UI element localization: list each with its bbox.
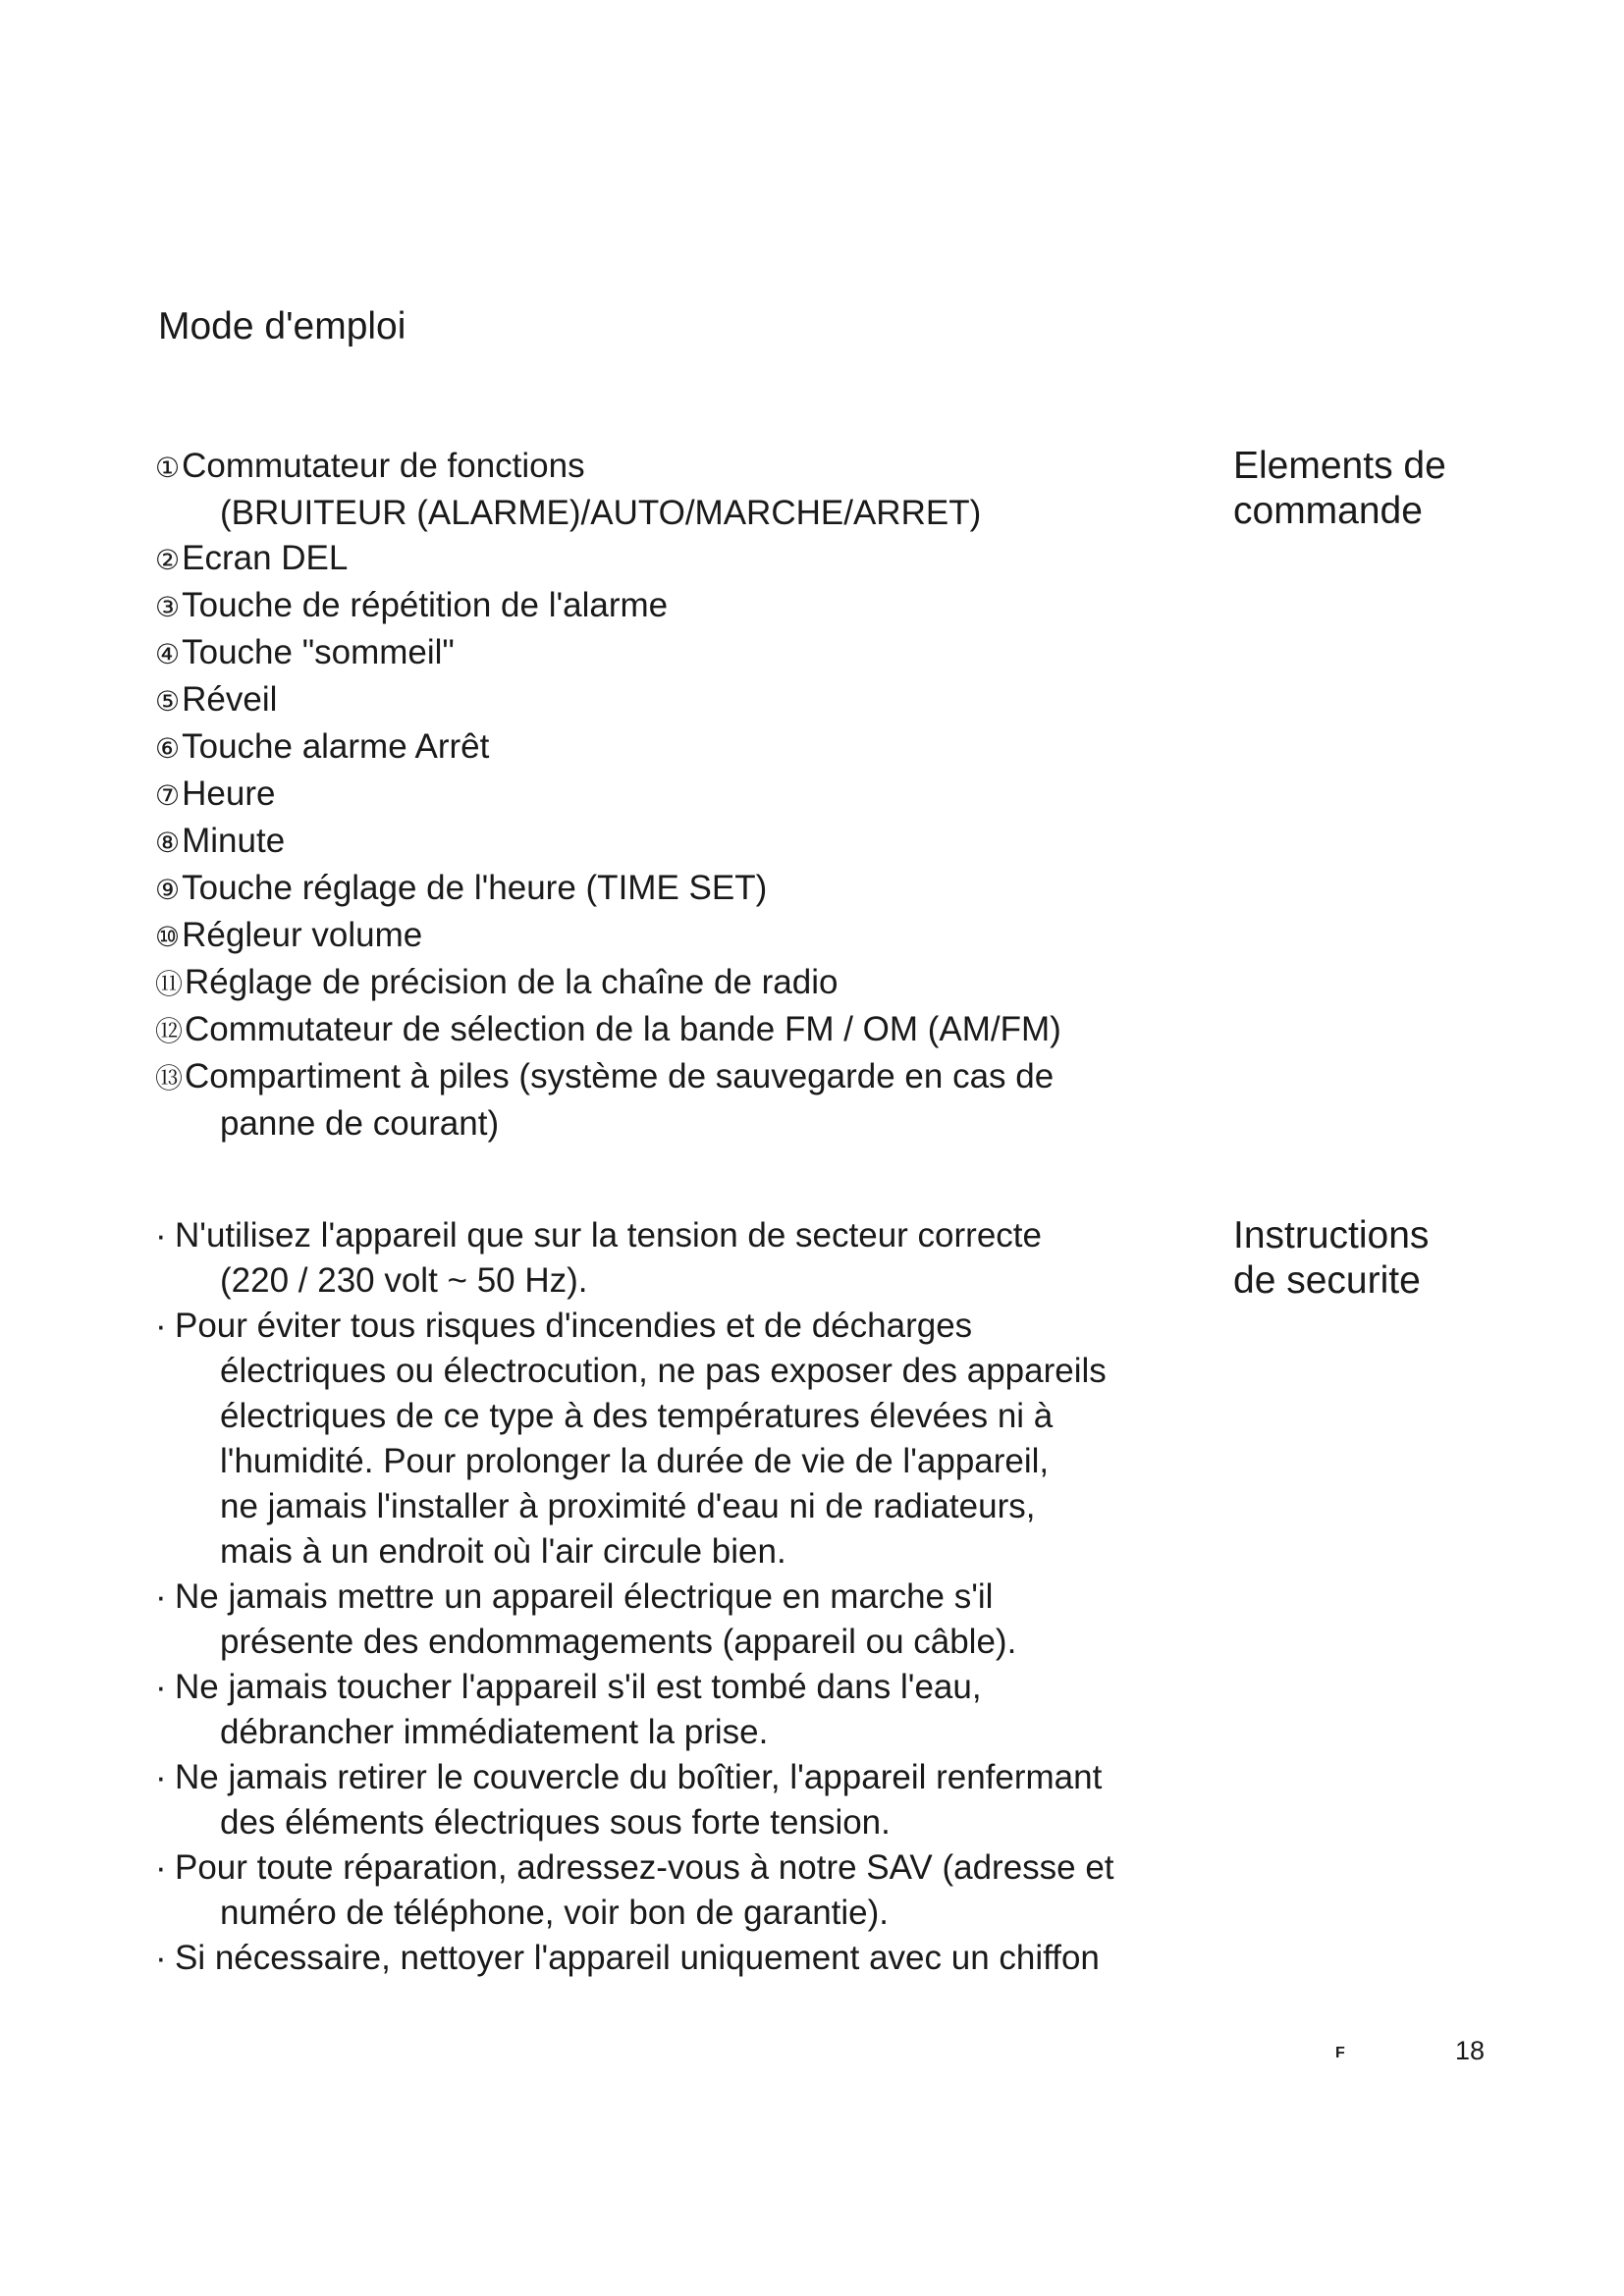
controls-item-text: Ecran DEL	[182, 539, 349, 577]
item-number-marker: ⑦	[155, 779, 181, 812]
item-number-marker: ①	[155, 452, 181, 484]
controls-item	[155, 724, 1157, 772]
safety-item-line	[155, 1258, 1157, 1304]
controls-item-line	[155, 536, 1157, 583]
safety-item-text: électriques ou électrocution, ne pas exposer des appareils	[220, 1352, 1107, 1390]
safety-item-text: Ne jamais mettre un appareil électrique en marche s'il	[175, 1577, 994, 1616]
safety-item-text: Si nécessaire, nettoyer l'appareil uniquement avec un chiffon	[175, 1939, 1100, 1977]
controls-item-text: Compartiment à piles (système de sauvegarde en cas de	[185, 1057, 1055, 1095]
controls-item-line	[155, 491, 1157, 536]
bullet-marker: ·	[155, 1668, 167, 1706]
item-number-marker: ④	[155, 638, 181, 670]
controls-item	[155, 583, 1157, 630]
safety-item-line	[155, 1800, 1157, 1845]
controls-item-line	[155, 1054, 1157, 1101]
controls-item-line	[155, 913, 1157, 960]
controls-item-line	[155, 630, 1157, 677]
page-number: 18	[1455, 2036, 1486, 2065]
controls-item-text: Touche de répétition de l'alarme	[182, 586, 669, 624]
safety-item-text: (220 / 230 volt ~ 50 Hz).	[220, 1261, 588, 1300]
controls-item-line	[155, 444, 1157, 491]
controls-item-text: Touche "sommeil"	[182, 633, 455, 671]
controls-item-line	[155, 819, 1157, 866]
controls-item-line	[155, 1101, 1157, 1147]
bullet-marker: ·	[155, 1577, 167, 1616]
safety-heading-line: de securite	[1233, 1259, 1421, 1302]
controls-item-text: Minute	[182, 822, 286, 860]
controls-list	[155, 444, 1157, 1147]
safety-item-line	[155, 1349, 1157, 1394]
controls-item-text: Réveil	[182, 680, 278, 719]
safety-item-text: ne jamais l'installer à proximité d'eau ni de radiateurs,	[220, 1487, 1036, 1525]
safety-item-text: l'humidité. Pour prolonger la durée de vie de l'appareil,	[220, 1442, 1050, 1480]
footer-language: F	[1335, 2045, 1345, 2061]
controls-item-line	[155, 583, 1157, 630]
controls-heading-line: commande	[1233, 490, 1423, 532]
controls-item	[155, 444, 1157, 536]
safety-heading	[1233, 1213, 1429, 1304]
safety-item-line	[155, 1891, 1157, 1936]
safety-item	[155, 1755, 1157, 1845]
controls-item-line	[155, 677, 1157, 724]
item-number-marker: ⑪	[155, 968, 184, 1000]
safety-item-text: électriques de ce type à des températures élevées ni à	[220, 1397, 1054, 1435]
item-number-marker: ⑧	[155, 827, 181, 859]
controls-item-text: Touche réglage de l'heure (TIME SET)	[182, 869, 768, 907]
safety-item	[155, 1213, 1157, 1304]
controls-heading	[1233, 444, 1446, 534]
safety-item	[155, 1665, 1157, 1755]
bullet-marker: ·	[155, 1939, 167, 1977]
controls-item-text: Commutateur de fonctions	[182, 447, 585, 485]
item-number-marker: ②	[155, 544, 181, 576]
safety-item-text: numéro de téléphone, voir bon de garantie).	[220, 1894, 890, 1932]
safety-item-text: des éléments électriques sous forte tension.	[220, 1803, 891, 1842]
safety-item-line	[155, 1936, 1157, 1981]
controls-item-line	[155, 960, 1157, 1007]
safety-heading-line: Instructions	[1233, 1214, 1430, 1256]
safety-item-line	[155, 1845, 1157, 1891]
bullet-marker: ·	[155, 1216, 167, 1255]
controls-item-text: panne de courant)	[220, 1104, 500, 1143]
item-number-marker: ⑥	[155, 732, 181, 765]
controls-item-line	[155, 866, 1157, 913]
controls-item	[155, 772, 1157, 819]
safety-item-line	[155, 1620, 1157, 1665]
item-number-marker: ⑨	[155, 874, 181, 906]
safety-item-line	[155, 1439, 1157, 1484]
item-number-marker: ③	[155, 591, 181, 623]
safety-item-text: débrancher immédiatement la prise.	[220, 1713, 769, 1751]
controls-item-text: (BRUITEUR (ALARME)/AUTO/MARCHE/ARRET)	[220, 494, 982, 532]
safety-item	[155, 1304, 1157, 1575]
safety-item-line	[155, 1665, 1157, 1710]
safety-item-text: présente des endommagements (appareil ou câble).	[220, 1623, 1017, 1661]
safety-list	[155, 1213, 1157, 1981]
safety-item-text: mais à un endroit où l'air circule bien.	[220, 1532, 786, 1571]
safety-item-line	[155, 1304, 1157, 1349]
controls-item	[155, 960, 1157, 1007]
safety-item-text: N'utilisez l'appareil que sur la tension de secteur correcte	[175, 1216, 1042, 1255]
safety-item	[155, 1936, 1157, 1981]
page-title: Mode d'emploi	[158, 305, 406, 347]
controls-item	[155, 1054, 1157, 1147]
safety-item-line	[155, 1213, 1157, 1258]
controls-item	[155, 1007, 1157, 1054]
safety-item	[155, 1845, 1157, 1936]
controls-heading-line: Elements de	[1233, 445, 1446, 487]
safety-item-line	[155, 1529, 1157, 1575]
item-number-marker: ⑬	[155, 1062, 184, 1095]
safety-item-line	[155, 1755, 1157, 1800]
bullet-marker: ·	[155, 1307, 167, 1345]
controls-item	[155, 677, 1157, 724]
controls-item	[155, 913, 1157, 960]
safety-item-text: Ne jamais retirer le couvercle du boîtier, l'appareil renfermant	[175, 1758, 1103, 1796]
controls-item	[155, 819, 1157, 866]
controls-item-line	[155, 772, 1157, 819]
bullet-marker: ·	[155, 1848, 167, 1887]
controls-item-text: Réglage de précision de la chaîne de radio	[185, 963, 839, 1001]
controls-item	[155, 630, 1157, 677]
controls-item-line	[155, 724, 1157, 772]
item-number-marker: ⑫	[155, 1015, 184, 1047]
controls-item	[155, 866, 1157, 913]
item-number-marker: ⑩	[155, 921, 181, 953]
safety-item-line	[155, 1710, 1157, 1755]
controls-item-text: Touche alarme Arrêt	[182, 727, 490, 766]
safety-item	[155, 1575, 1157, 1665]
bullet-marker: ·	[155, 1758, 167, 1796]
safety-item-text: Pour éviter tous risques d'incendies et de décharges	[175, 1307, 973, 1345]
safety-item-line	[155, 1484, 1157, 1529]
controls-item-text: Régleur volume	[182, 916, 423, 954]
safety-item-line	[155, 1575, 1157, 1620]
item-number-marker: ⑤	[155, 685, 181, 718]
controls-item-text: Commutateur de sélection de la bande FM / OM (AM/FM)	[185, 1010, 1061, 1048]
controls-item-text: Heure	[182, 774, 276, 813]
safety-item-line	[155, 1394, 1157, 1439]
safety-item-text: Ne jamais toucher l'appareil s'il est tombé dans l'eau,	[175, 1668, 982, 1706]
safety-item-text: Pour toute réparation, adressez-vous à notre SAV (adresse et	[175, 1848, 1114, 1887]
controls-item-line	[155, 1007, 1157, 1054]
controls-item	[155, 536, 1157, 583]
